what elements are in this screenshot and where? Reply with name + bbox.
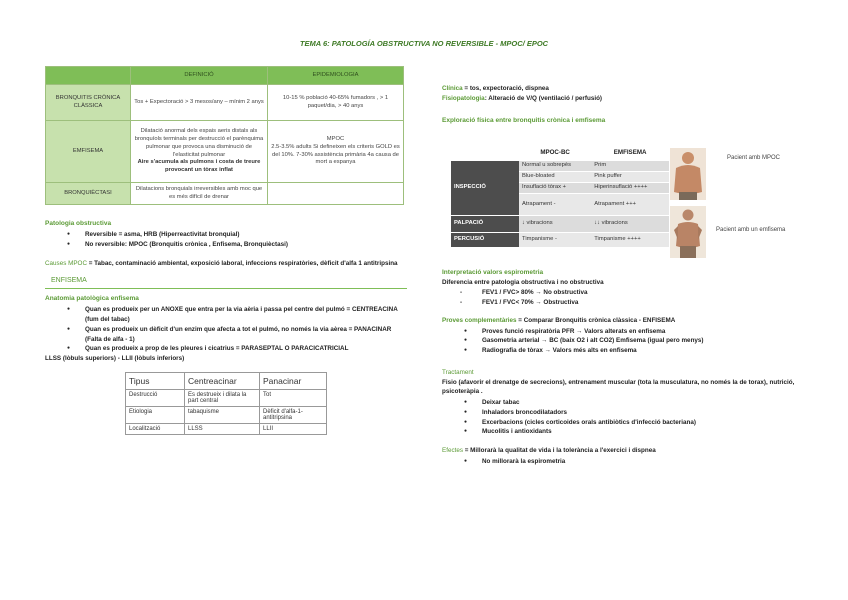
list-item: - FEV1 / FVC< 70% → Obstructiva [442,298,804,308]
explor-cell: ↓ vibracions [519,215,591,232]
tipus-cell: tabaquisme [185,406,260,423]
list-item: - FEV1 / FVC> 80% → No obstructiva [442,288,804,298]
tipus-table [125,372,327,435]
clinica-text: = tos, expectoració, dispnea [462,85,549,92]
proves-section [442,316,804,356]
epi-title: MPOC [326,135,345,142]
efectes-label: Efectes [442,447,463,455]
tipus-cell: Destrucció [126,389,185,406]
epi-text: 2.5-3.5% adults Si defineixen els criteris GOLD es del 10%. 7-30% assistència primària 4a causa de mort a espanya [271,143,400,166]
tipus-header: Centreacinar [185,372,260,389]
emfisema-patient-image [670,206,706,258]
efectes-list [442,457,804,467]
causes-text: = Tabac, contaminació ambiental, exposició laboral, infeccions respiratòries, dèficit d'alfa 1 antitripsina [87,259,398,267]
explor-cell: Timpanisme - [519,232,591,247]
causes-label: Causes MPOC [45,259,87,267]
proves-text: = Comparar Bronquitis crònica clàssica - ENFISEMA [516,316,676,324]
patologia-heading: Patologia obstructiva [45,220,112,227]
tipus-cell: Es destrueix i dilata la part central [185,389,260,406]
list-item: ● Deixar tabac [442,398,804,408]
exploracio-table [451,146,669,248]
proves-list [442,327,804,356]
list-item: ● No millorarà la espirometria [442,457,804,467]
def-row-epidemiology [268,121,404,183]
espirometria-section [442,268,804,308]
tipus-cell: Dèficit d'alfa-1-antitripsina [260,406,327,423]
def-text: Dilatació anormal dels espais aeris distals als bronquíols terminals per destrucció el parènquima pulmonar que provoca una disminució de l'elasticitat pulmonar [134,128,264,158]
tractament-heading: Tractament [442,368,474,376]
def-text-bold: Aire s'acumula als pulmons i costa de treure provocant un tòrax inflat [137,159,261,174]
def-row-definition [131,121,268,183]
tipus-header: Panacinar [260,372,327,389]
efectes-text: = Millorarà la qualitat de vida i la tolerància a l'exercici i dispnea [463,447,656,455]
enfisema-heading: ENFISEMA [45,277,407,289]
emfisema-caption: Pacient amb un emfisema [716,226,786,233]
explor-cell: Prim [591,160,669,171]
clinica-section [442,84,804,104]
explor-col-header: MPOC-BC [519,146,591,161]
espirometria-heading: Interpretació valors espirometria [442,268,544,276]
right-column [442,84,804,467]
list-item: ● Proves funció respiratòria PFR → Valors alterats en enfisema [442,327,804,337]
lobes-text: LLSS (lòbuls superiors) - LLII (lòbuls inferiors) [45,355,185,363]
exploracio-heading: Exploració física entre bronquitis crònica i emfisema [442,116,606,124]
list-item: ● Excerbacions (cicles corticoides orals antibiòtics d'infecció bacteriana) [442,418,804,428]
def-table-header: EPIDEMIOLOGIA [268,67,404,85]
def-row-definition: Tos + Expectoració > 3 mesos/any – mínim 2 anys [131,85,268,121]
anatomia-heading: Anatomia patològica enfisema [45,295,139,303]
fisio-text: : Alteració de V/Q (ventilació / perfusió) [484,94,603,102]
patologia-list [45,230,407,250]
tractament-list [442,398,804,437]
list-item: ● Gasometria arterial → BC (baix O2 i alt CO2) Emfisema (igual pero menys) [442,336,804,346]
explor-col-header: EMFISEMA [591,146,669,161]
def-row-name: BRONQUITIS CRÒNICA CLÀSSICA [46,85,131,121]
tipus-cell: Tot [260,389,327,406]
def-row-name: EMFISEMA [46,121,131,183]
clinica-label: Clínica [442,85,463,92]
explor-cell: Atrapament +++ [591,193,669,215]
explor-cell: ↓↓ vibracions [591,215,669,232]
explor-cell: Hiperinsuflació ++++ [591,182,669,193]
enfisema-section [45,294,407,364]
list-item: ● Quan es produeix un dèficit d'un enzim que afecta a tot el pulmó, no només la via aèrea = PANACINAR (Falta de alfa - 1) [45,325,407,345]
def-row-epidemiology: 10-15 % població 40-65% fumadors , > 1 paquet/dia, > 40 anys [268,85,404,121]
espirometria-intro: Diferencia entre patologia obstructiva i no obstructiva [442,278,604,286]
mpoc-patient-image [670,148,706,200]
espirometria-list [442,288,804,308]
list-item: ● No reversible: MPOC (Bronquitis crònica , Enfisema, Bronquièctasi) [45,240,407,250]
explor-cell: Atrapament - [519,193,591,215]
fisio-label: Fisiopatologia [442,94,485,102]
left-column [45,66,407,435]
list-item: ● Mucolitis i antioxidants [442,427,804,437]
page-title: TEMA 6: PATOLOGÍA OBSTRUCTIVA NO REVERSIBLE - MPOC/ EPOC [299,39,549,48]
def-row-epidemiology [268,183,404,205]
exploracio-section [442,116,804,264]
tipus-cell: Etiologia [126,406,185,423]
patologia-section [45,219,407,250]
anatomia-list [45,305,407,354]
explor-row-label: PALPACIÓ [451,215,519,232]
explor-cell: Normal u sobrepès [519,160,591,171]
def-table-corner [46,67,131,85]
explor-cell: Timpanisme ++++ [591,232,669,247]
explor-row-label: INSPECCIÓ [451,160,519,215]
proves-label: Proves complementàries [442,316,517,324]
tipus-cell: Localització [126,423,185,434]
tipus-cell: LLII [260,423,327,434]
explor-row-label: PERCUSIÓ [451,232,519,247]
explor-cell: Pink puffer [591,171,669,182]
list-item: ● Radiografia de tòrax → Valors més alts en enfisema [442,346,804,356]
mpoc-caption: Pacient amb MPOC [727,154,781,161]
list-item: ● Quan es produeix a prop de les pleures i cicatrius = PARASEPTAL O PARACICATRICIAL [45,344,407,354]
explor-cell: Blue-bloated [519,171,591,182]
def-row-definition: Dilatacions bronquials irreversibles amb moc que es més difícil de drenar [131,183,268,205]
def-table-header: DEFINICIÓ [131,67,268,85]
explor-corner [451,146,519,161]
causes-section [45,259,407,269]
tractament-section [442,368,804,437]
explor-cell: Insuflació tòrax + [519,182,591,193]
list-item: ● Reversible = asma, HRB (Hiperreactivitat bronquial) [45,230,407,240]
def-row-name: BRONQUIÈCTASI [46,183,131,205]
tipus-header: Tipus [126,372,185,389]
tipus-cell: LLSS [185,423,260,434]
list-item: ● Inhaladors broncodilatadors [442,408,804,418]
list-item: ● Quan es produeix per un ANOXE que entra per la via aèria i passa pel centre del pulmó = CENTREACINA (fum del tabac) [45,305,407,325]
tractament-intro: Fisio (afavorir el drenatge de secrecions), entrenament muscular (tota la musculatura, no només la de torax), nutrició, psicoteràpia . [442,378,795,396]
efectes-section [442,446,804,467]
definition-table [45,66,404,205]
exploracio-figure [442,134,804,264]
